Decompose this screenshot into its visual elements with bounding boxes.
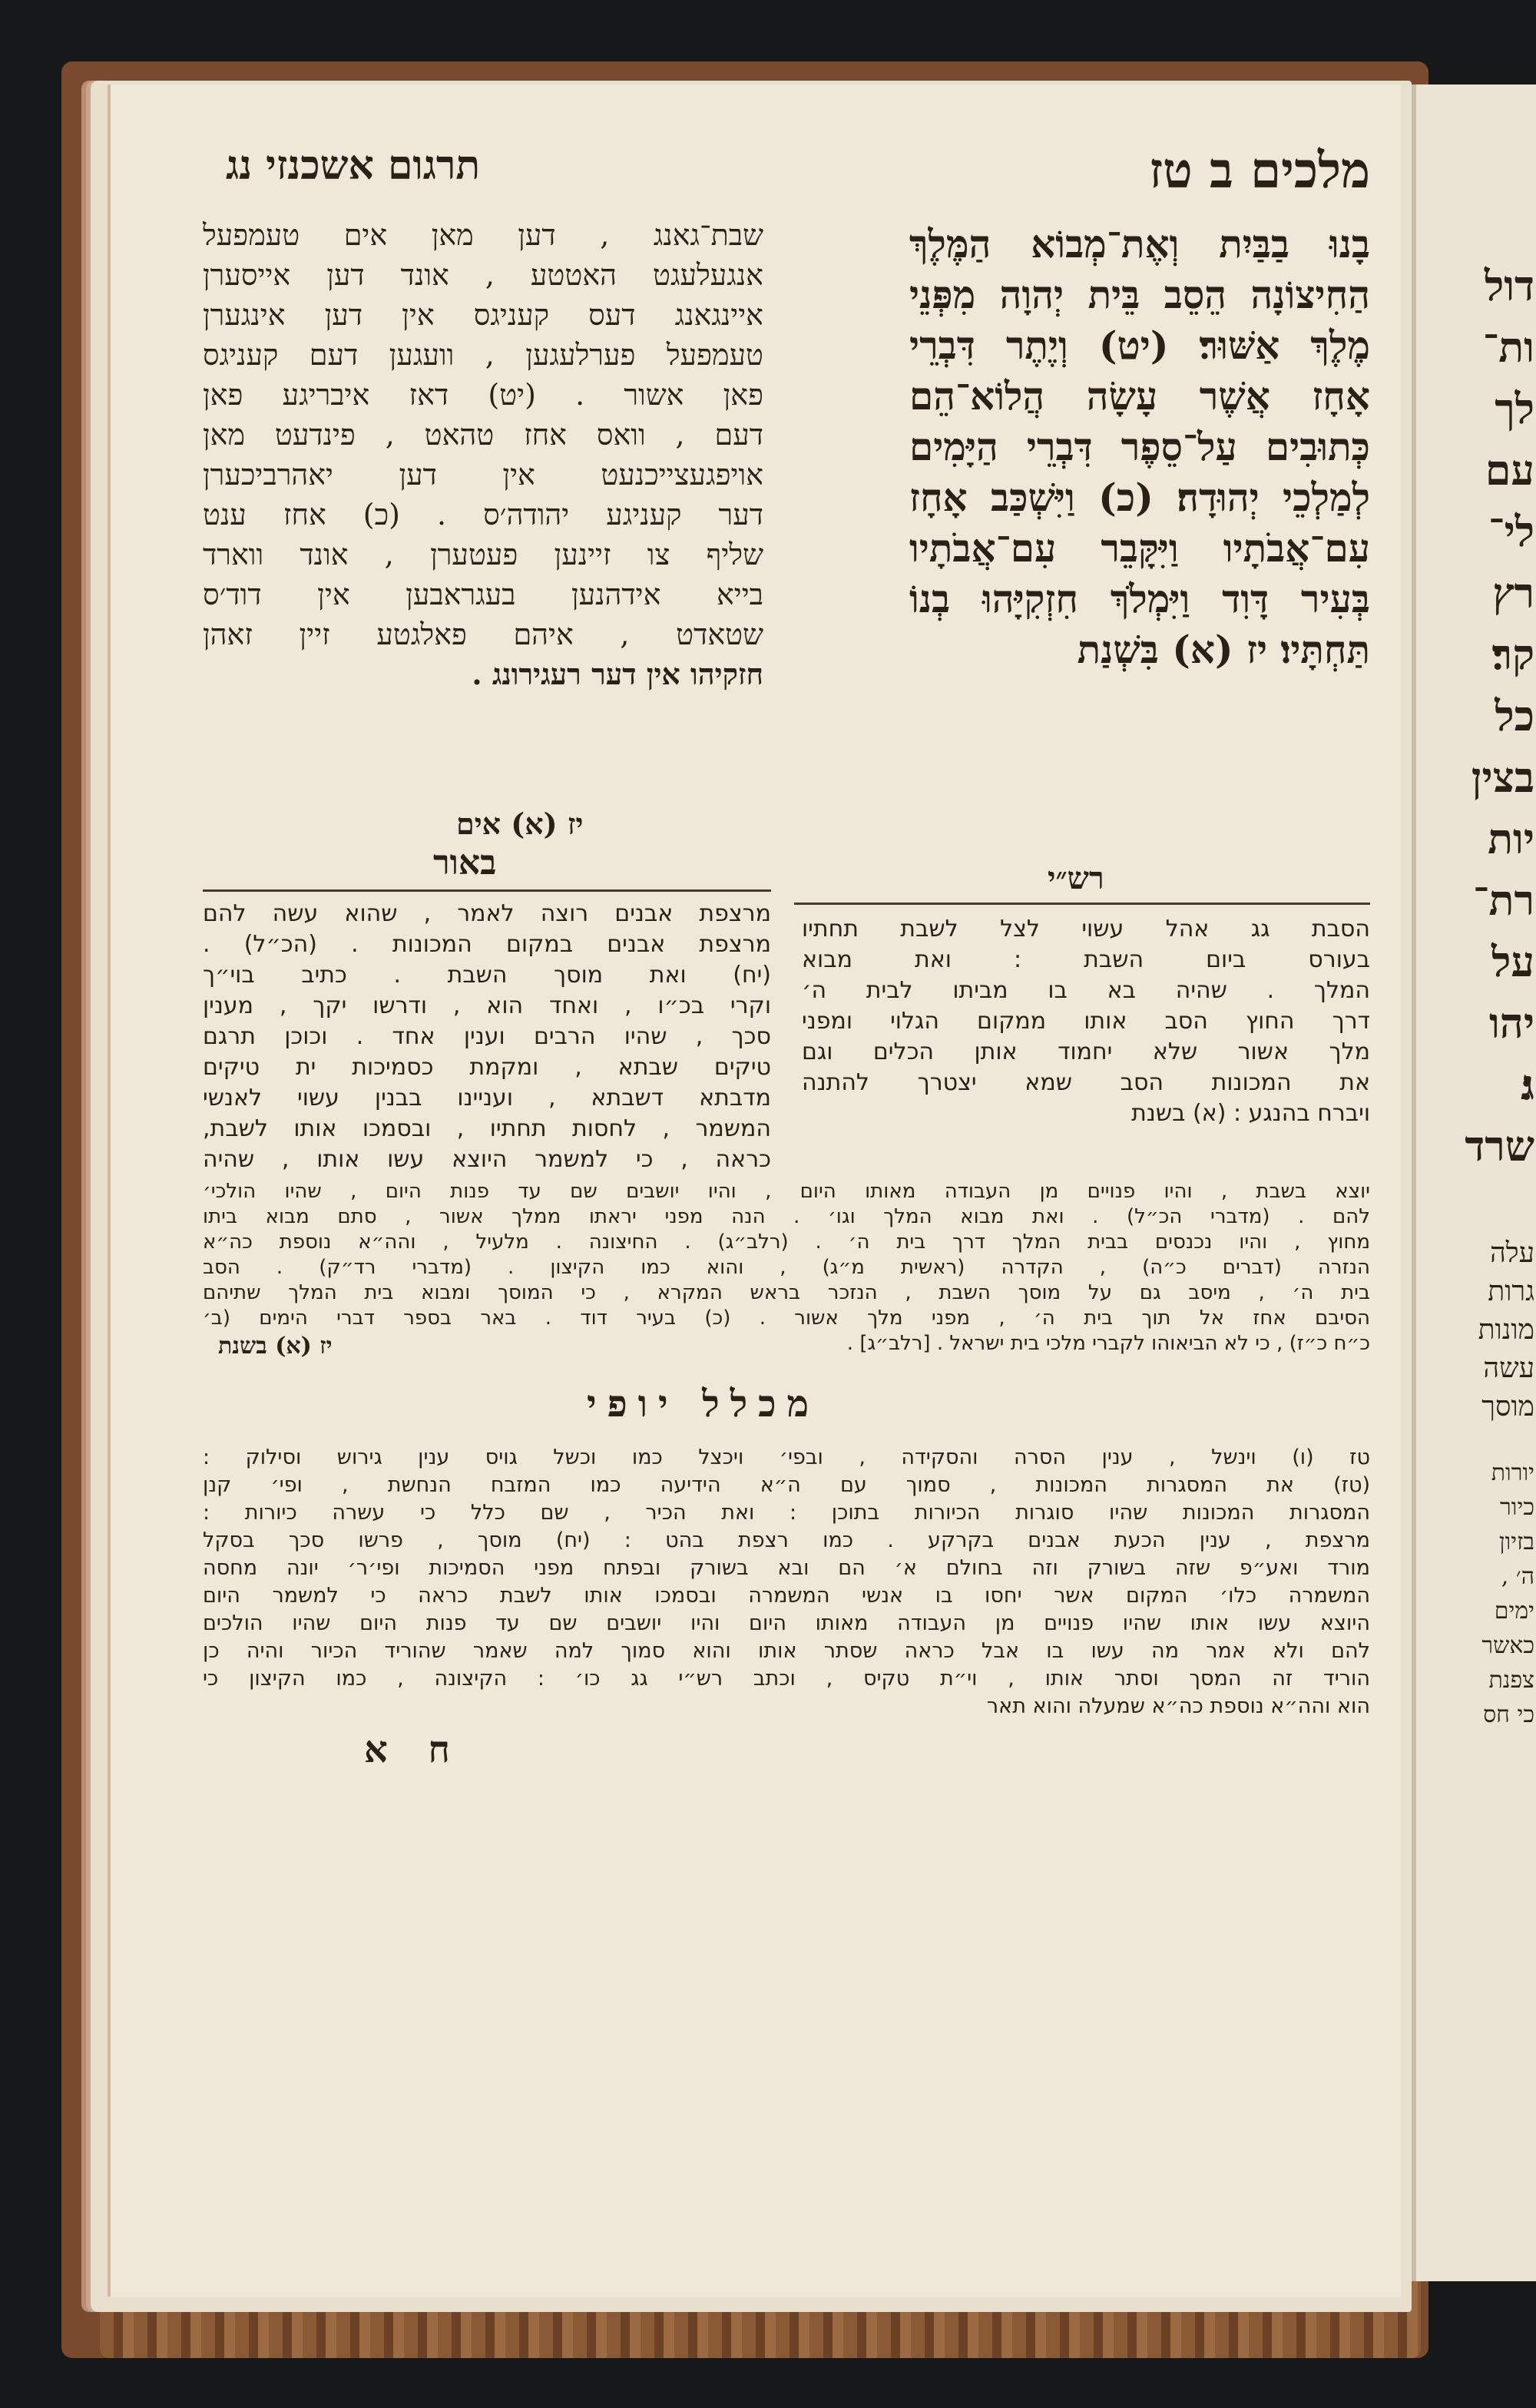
wide-line: הנזרה (דברים כ״ה) , הקדרה (ראשית מ״ג) , והוא כמו הקיצון . (מדברי רד״ק) . הסב (203, 1256, 1370, 1279)
bible-line: עִם־אֲבֹתָיו וַיִּקָּבֵר עִם־אֲבֹתָיו (909, 525, 1370, 571)
adjacent-page-fragment: ה׳ , (1501, 1563, 1534, 1590)
adjacent-page-fragment: רת־ (1472, 876, 1534, 925)
adjacent-page-fragment: לך (1495, 384, 1534, 433)
targum-line: חזקיהו אין דער רעגירונג . (472, 657, 763, 691)
mikhlol-line: הוא והה״א נוספת כה״א שמעלה והוא תאר (986, 1694, 1370, 1718)
mikhlol-heading: מכלל יופי (587, 1383, 820, 1426)
adjacent-page-fragment: על (1491, 937, 1534, 986)
mikhlol-line: טז (ו) וינשל , ענין הסרה והסקידה , ובפי׳ ויכצל כמו וכשל גויס ענין גירוש וסילוק : (203, 1446, 1370, 1469)
targum-line: דער קעניגע יהודה׳ס . (כ) אחז ענט (203, 498, 763, 532)
mikhlol-line: מורד ואע״פ שזה בשורק וזה בחולם א׳ הם ובא בשורק ובפתח מפני הסמיכות ופי׳ר׳ יונה מחסה (203, 1556, 1370, 1580)
rashi-line: המלך . שהיה בא בו מביתו לבית ה׳ (802, 977, 1370, 1004)
rashi-line: בעורס ביום השבת : ואת מבוא (802, 946, 1370, 973)
adjacent-page-fragment: בצין (1471, 753, 1534, 802)
targum-line: בייא אידהנען בעגראבען אין דוד׳ס (203, 578, 763, 611)
biur-line: טיקים שבתא , ומקמת כסמיכות ית טיקים (203, 1054, 771, 1081)
adjacent-page-fragment: מוסך (1481, 1391, 1534, 1423)
rashi-line: דרך החוץ הסב אותו ממקום הגלוי ומפני (802, 1008, 1370, 1035)
adjacent-page-fragment: קר׃ (1491, 630, 1534, 679)
targum-line: אנגעלעגט האטטע , אונד דען אייסערן (203, 258, 763, 292)
adjacent-page-fragment: כאשר (1481, 1632, 1534, 1659)
adjacent-page-fragment: יות (1488, 814, 1534, 863)
biur-line: סכך , שהיו הרבים וענין אחד . וכוכן תרגם (203, 1023, 771, 1050)
wide-line: להם . (מדברי הכ״ל) . ואת מבוא המלך וגו׳ . הנה מפני יראתו ממלך אשור , סתם מבוא ביתו (203, 1205, 1370, 1228)
adjacent-page-fragment: צפנת (1488, 1667, 1534, 1694)
targum-line: שטאדט , איהם פאלגטע זיין זאהן (203, 618, 763, 651)
adjacent-page-fragment: יהו (1488, 999, 1534, 1048)
rashi-line: הסבת גג אהל עשוי לצל לשבת תחתיו (802, 916, 1370, 942)
biur-line: וקרי בכ״ו , ואחד הוא , ודרשו יקך , מענין (203, 992, 771, 1019)
mikhlol-line: (טז) את המסגרות המכונות , סמוך עם ה״א הידיעה כמו המזבח הנחשת , ופי׳ קנן (203, 1473, 1370, 1497)
adjacent-page-fragment: עשה (1483, 1353, 1534, 1384)
biur-continuation (203, 1179, 1370, 1356)
wide-line: כ״ח כ״ז) , כי לא הביאוהו לקברי מלכי בית ישראל . [רלב״ג] . (846, 1332, 1370, 1355)
rashi-heading: רש״י (1048, 860, 1104, 896)
mikhlol-line: להם ולא אמר מה עשו בו אבל כראה שסתר אותו והוא סמוך למה שאמר שהוריד הכיור והיה כן (203, 1639, 1370, 1663)
adjacent-page-edge (1412, 84, 1536, 2281)
bible-line: לְמַלְכֵי יְהוּדָה׃ (כ) וַיִּשְׁכַּב אָחָז (909, 475, 1370, 520)
book-page (108, 84, 1401, 2297)
adjacent-page-fragment: כי חס (1483, 1701, 1534, 1728)
wide-line: מחוץ , והיו נכנסים בבית המלך דרך בית ה׳ . (רלב״ג) . החיצונה . מלעיל , והה״א נוספת כה״א (203, 1230, 1370, 1254)
biur-line: מרצפת אבנים במקום המכונות . (הכ״ל) . (203, 931, 771, 958)
bible-line: תַּחְתָּיו׃ יז (א) בִּשְׁנַת (1077, 627, 1370, 672)
adjacent-page-fragment: דול (1484, 261, 1534, 310)
mikhlol-line: המסגרות המכונות שהיו סוגרות הכיורות בתוכן : ואת הכיר , שם כלל כי עשרה כיורות : (203, 1501, 1370, 1525)
biur-line: כראה , כי למשמר היוצא עשו אותו , שהיה (203, 1146, 771, 1173)
biur-line: המשמר , לחסות תחתיו , ובסמכו אותו לשבת, (203, 1115, 771, 1142)
page-header-left: תרגום אשכנזי נג (226, 142, 481, 189)
wide-verse-marker: יז (א) בשנת (218, 1333, 333, 1360)
targum-line: טעמפעל פערלעגען , וועגען דעם קעניגס (203, 338, 763, 372)
targum-verse-marker: יז (א) אים (456, 807, 584, 841)
mikhlol-line: היוצא עשו אותו שהיו פנויים מן העבודה מאותו היום והיו יושבים שם עד פנות היום שהיו הולכים (203, 1611, 1370, 1635)
bible-line: הַחִיצוֹנָה הֵסֵב בֵּית יְהוָה מִפְּנֵי (909, 272, 1370, 317)
wide-line: הסיבם אחז אל תוך בית ה׳ , מפני מלך אשור . (כ) בעיר דוד . באר בספר דברי הימים (ב׳ (203, 1307, 1370, 1330)
rashi-column (802, 914, 1370, 1129)
targum-line: דעם , וואס אחז טהאט , פינדעט מאן (203, 418, 763, 452)
rashi-line: מלך אשור שלא יחמוד אותן הכלים וגם (802, 1038, 1370, 1065)
signature-mark: ח א (364, 1728, 464, 1771)
bible-line: כְּתוּבִים עַל־סֵפֶר דִּבְרֵי הַיָּמִים (909, 424, 1370, 469)
adjacent-page-fragment: רץ (1492, 568, 1534, 618)
adjacent-page-fragment: ימים (1494, 1598, 1534, 1625)
bible-line: מֶלֶךְ אַשּׁוּר׃ (יט) וְיֶתֶר דִּבְרֵי (909, 323, 1370, 368)
bible-line: אָחָז אֲשֶׁר עָשָׂה הֲלוֹא־הֵם (909, 373, 1370, 419)
adjacent-page-fragment: ות־ (1482, 323, 1534, 372)
rashi-line: ויברח בהנגע : (א) בשנת (1131, 1100, 1370, 1127)
biur-line: מדבתא דשבתא , ועניינו בבנין עשוי לאנשי (203, 1085, 771, 1111)
rashi-line: את המכונות הסב שמא יצטרך להתנה (802, 1069, 1370, 1096)
targum-line: פאן אשור . (יט) דאז איבריגע פאן (203, 378, 763, 412)
adjacent-page-fragment: כל (1495, 691, 1534, 740)
targum-column (203, 215, 763, 694)
targum-line: אויפגעצייכנעט אין דען יאהרביכערן (203, 458, 763, 492)
adjacent-page-fragment: גרות (1488, 1276, 1534, 1307)
biur-line: מרצפת אבנים רוצה לאמר , שהוא עשה להם (203, 900, 771, 927)
targum-line: שבת־גאנג , דען מאן אים טעמפעל (203, 218, 763, 252)
adjacent-page-fragment: מונות (1478, 1314, 1534, 1346)
adjacent-page-fragment: כיור (1500, 1494, 1534, 1521)
bible-line: בְּעִיר דָּוִד וַיִּמְלֹךְ חִזְקִיָּהוּ בְנוֹ (909, 576, 1370, 621)
rashi-rule (794, 903, 1370, 905)
biur-heading: באור (433, 843, 497, 883)
adjacent-page-fragment: ג׃ (1521, 1060, 1534, 1109)
adjacent-page-fragment: בזיון (1498, 1529, 1534, 1555)
adjacent-page-fragment: עלה (1490, 1237, 1534, 1269)
page-header-right: מלכים ב טז (1149, 142, 1370, 200)
targum-line: שליף צו זיינען פעטערן , אונד ווארד (203, 538, 763, 571)
biur-rule (203, 889, 771, 892)
adjacent-page-fragment: יורות (1491, 1459, 1534, 1486)
mikhlol-line: המשמרה כלו׳ המקום אשר יחסו בו אנשי המשמרה ובסמכו אותו לשבת כראה כי למשמר היום (203, 1584, 1370, 1608)
bible-text-column (909, 219, 1370, 675)
wide-line: יוצא בשבת , והיו פנויים מן העבודה מאותו היום , והיו יושבים שם עד פנות היום , שהיו הולכי׳ (203, 1180, 1370, 1203)
adjacent-page-fragment: עם (1485, 445, 1534, 495)
mikhlol-line: הוריד זה המסך וסתר אותו , וי״ת טקיס , וכתב רש״י גג כו׳ : הקיצונה , כמו הקיצון כי (203, 1667, 1370, 1691)
mikhlol-column (203, 1444, 1370, 1721)
targum-line: איינגאנג דעס קעניגס אין דען אינגערן (203, 298, 763, 332)
mikhlol-line: מרצפת , ענין הכעת אבנים בקרקע . כמו רצפת בהט : (יח) מוסך , פרשו סכך בסקל (203, 1529, 1370, 1552)
wide-line: בית ה׳ , מיסב גם על מוסך השבת , הנזכר בראש המקרא , כי המוסך ומבוא בית המלך שתיהם (203, 1281, 1370, 1304)
adjacent-page-fragment: לי־ (1488, 507, 1534, 556)
bible-line: בָנוּ בַבַּיִת וְאֶת־מְבוֹא הַמֶּלֶךְ (909, 221, 1370, 267)
adjacent-page-fragment: שרד (1465, 1121, 1534, 1171)
biur-column (203, 899, 771, 1175)
biur-line: (יח) ואת מוסך השבת . כתיב בוי״ך (203, 962, 771, 989)
